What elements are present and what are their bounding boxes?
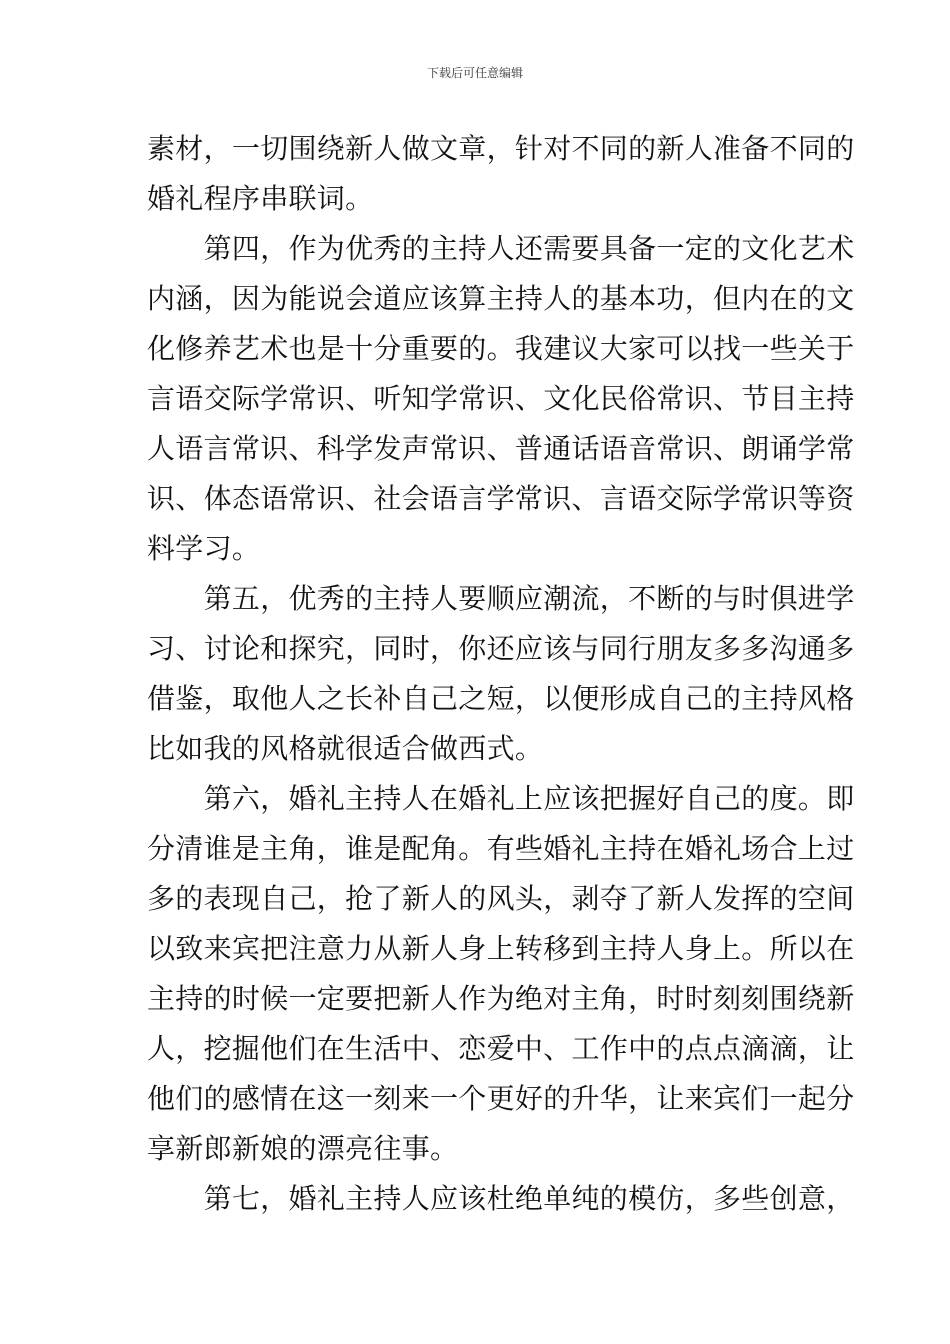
text-line: 比如我的风格就很适合做西式。	[147, 732, 544, 765]
text-line: 料学习。	[147, 532, 261, 565]
text-line: 享新郎新娘的漂亮往事。	[147, 1132, 459, 1165]
text-line: 识、体态语常识、社会语言学常识、言语交际学常识等资	[147, 482, 855, 515]
text-line: 第六，婚礼主持人在婚礼上应该把握好自己的度。即	[147, 782, 855, 815]
text-line: 第七，婚礼主持人应该杜绝单纯的模仿，多些创意，	[147, 1182, 855, 1215]
text-line: 化修养艺术也是十分重要的。我建议大家可以找一些关于	[147, 332, 855, 365]
text-line: 人语言常识、科学发声常识、普通话语音常识、朗诵学常	[147, 432, 855, 465]
text-line: 第四，作为优秀的主持人还需要具备一定的文化艺术	[147, 232, 855, 265]
text-line: 多的表现自己，抢了新人的风头，剥夺了新人发挥的空间	[147, 882, 855, 915]
text-line: 以致来宾把注意力从新人身上转移到主持人身上。所以在	[147, 932, 855, 965]
text-line: 婚礼程序串联词。	[147, 182, 374, 215]
text-line: 他们的感情在这一刻来一个更好的升华，让来宾们一起分	[147, 1082, 855, 1115]
body-text	[147, 124, 855, 1224]
text-line: 人，挖掘他们在生活中、恋爱中、工作中的点点滴滴，让	[147, 1032, 855, 1065]
text-line: 借鉴，取他人之长补自己之短，以便形成自己的主持风格	[147, 682, 855, 715]
text-line: 内涵，因为能说会道应该算主持人的基本功，但内在的文	[147, 282, 855, 315]
page-header: 下载后可任意编辑	[426, 66, 523, 80]
text-line: 主持的时候一定要把新人作为绝对主角，时时刻刻围绕新	[147, 982, 855, 1015]
text-line: 言语交际学常识、听知学常识、文化民俗常识、节目主持	[147, 382, 855, 415]
text-line: 第五，优秀的主持人要顺应潮流，不断的与时俱进学	[147, 582, 855, 615]
text-line: 分清谁是主角，谁是配角。有些婚礼主持在婚礼场合上过	[147, 832, 855, 865]
text-line: 素材，一切围绕新人做文章，针对不同的新人准备不同的	[147, 132, 855, 165]
text-line: 习、讨论和探究，同时，你还应该与同行朋友多多沟通多	[147, 632, 855, 665]
